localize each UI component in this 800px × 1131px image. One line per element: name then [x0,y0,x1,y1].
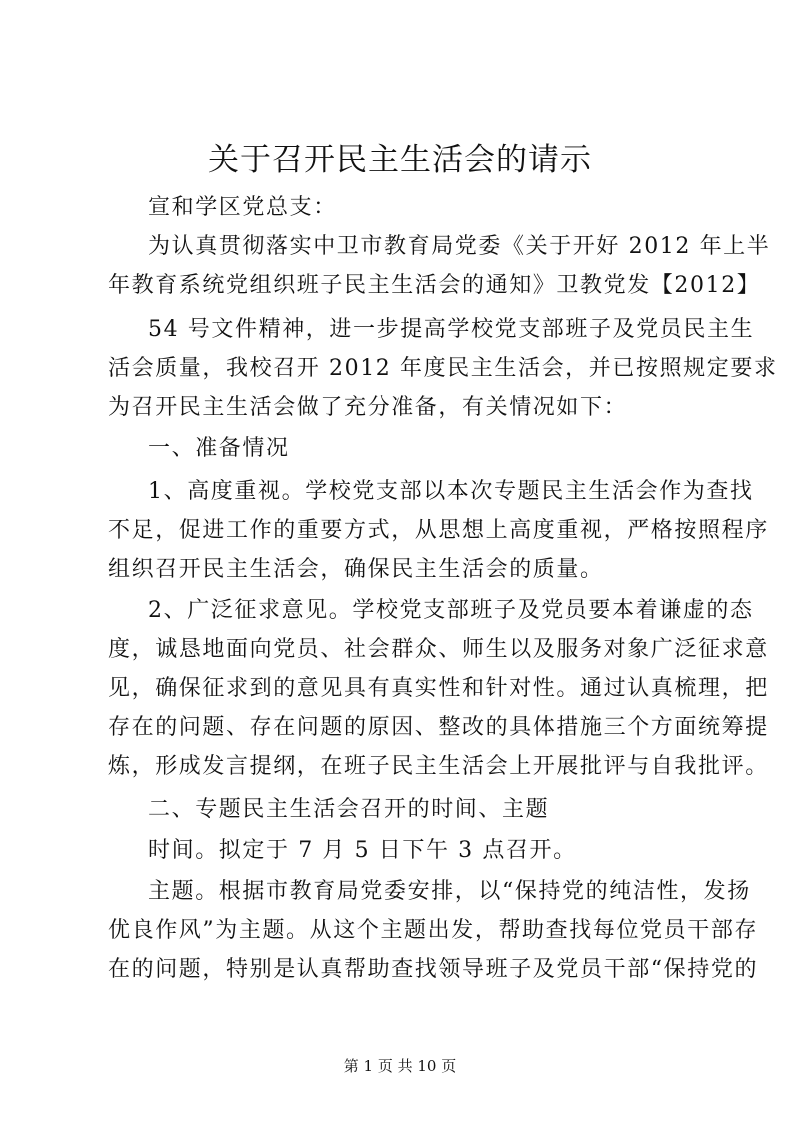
section-heading: 二、专题民主生活会召开的时间、主题 [148,797,550,822]
body-line: 2、广泛征求意见。学校党支部班子及党员要本着谦虚的态 [148,598,754,623]
body-line: 为召开民主生活会做了充分准备，有关情况如下： [108,395,628,420]
body-line: 见，确保征求到的意见具有真实性和针对性。通过认真梳理，把 [108,676,769,701]
body-line: 54 号文件精神，进一步提高学校党支部班子及党员民主生 [148,317,755,342]
body-line: 时间。拟定于 7 月 5 日下午 3 点召开。 [148,838,577,863]
body-line: 1、高度重视。学校党支部以本次专题民主生活会作为查找 [148,479,754,504]
body-line: 活会质量，我校召开 2012 年度民主生活会，并已按照规定要求 [108,356,778,381]
body-line: 存在的问题、存在问题的原因、整改的具体措施三个方面统筹提 [108,715,769,740]
body-line: 在的问题，特别是认真帮助查找领导班子及党员干部“保持党的 [108,957,759,982]
body-line: 组织召开民主生活会，确保民主生活会的质量。 [108,557,604,582]
section-heading: 一、准备情况 [148,436,290,461]
addressee-line: 宣和学区党总支： [148,195,337,220]
body-line: 年教育系统党组织班子民主生活会的通知》卫教党发【2012】 [108,273,761,298]
body-line: 炼，形成发言提纲，在班子民主生活会上开展批评与自我批评。 [108,754,769,779]
body-line: 不足，促进工作的重要方式，从思想上高度重视，严格按照程序 [108,518,769,543]
body-line: 主题。根据市教育局党委安排，以“保持党的纯洁性，发扬 [148,879,751,904]
body-line: 优良作风”为主题。从这个主题出发，帮助查找每位党员干部存 [108,918,759,943]
body-line: 度，诚恳地面向党员、社会群众、师生以及服务对象广泛征求意 [108,637,769,662]
document-title: 关于召开民主生活会的请示 [208,142,592,178]
page-number-footer: 第 1 页 共 10 页 [343,1057,457,1075]
body-line: 为认真贯彻落实中卫市教育局党委《关于开好 2012 年上半 [148,234,771,259]
